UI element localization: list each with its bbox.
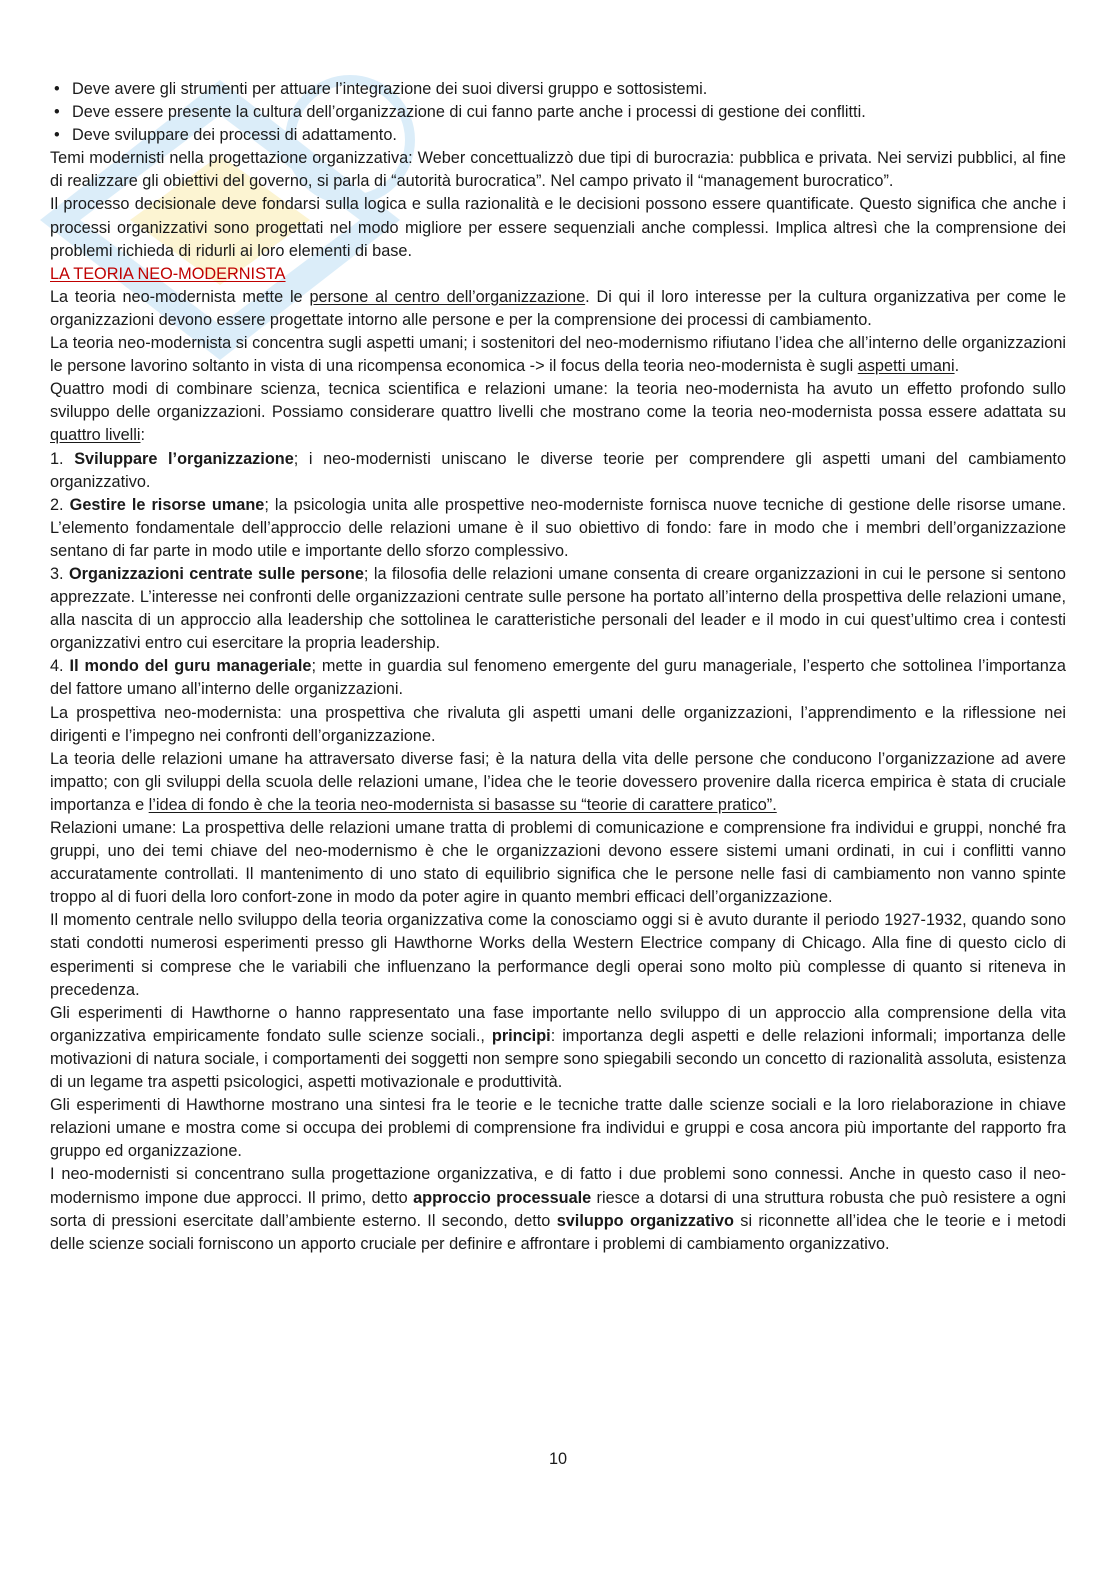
level-item: 2. Gestire le risorse umane; la psicologia unita alle prospettive neo-moderniste fornisca nuove tecniche di gestione delle risorse umane. L’elemento fondamentale dell’approccio delle relazioni umane è il suo obiettivo di fondo: fare in modo che i membri dell’organizzazione sentano di far parte in modo utile e importante dello sforzo complessivo. [50,495,1067,560]
paragraph-hawthorne-principi: Gli esperimenti di Hawthorne o hanno rappresentato una fase importante nello sviluppo di un approccio alla comprensione della vita organizzativa empiricamente fondato sulle scienze sociali., principi: importanza degli aspetti e delle relazioni informali; importanza delle motivazioni di natura sociale, i comportamenti dei soggetti non sempre sono spiegabili secondo un concetto di razionalità assoluta, esistenza di un legame tra aspetti psicologici, aspetti motivazionale e produttività. [50,1003,1066,1092]
paragraph-hawthorne-sintesi: Gli esperimenti di Hawthorne mostrano una sintesi fra le teorie e le tecniche tratte dalle scienze sociali e la loro rielaborazione in chiave relazioni umane e mostra come si occupa dei problemi di comprensione fra individui e gruppi e cosa ancora più importante del rapporto fra gruppo ed organizzazione. [50,1096,1066,1161]
page-number: 10 [548,1450,568,1468]
paragraph-momento-centrale: Il momento centrale nello sviluppo della teoria organizzativa come la conosciamo oggi si è avuto durante il periodo 1927-1932, quando sono stati condotti numerosi esperimenti presso gli Hawthorne Works della Western Electrice company di Chicago. Alla fine di questo ciclo di esperimenti si comprese che le variabili che influenzano la performance degli operai sono molto più complesse di quanto si riteneva in precedenza. [50,911,1066,999]
bullet-dot-icon: • [54,80,60,98]
bullet-item: • Deve sviluppare dei processi di adattamento. [50,124,1066,147]
paragraph-quattro-modi: Quattro modi di combinare scienza, tecnica scientifica e relazioni umane: la teoria neo-modernista ha avuto un effetto profondo sullo sviluppo delle organizzazioni. Possiamo considerare quattro livelli che mostrano come la teoria neo-modernista possa essere adattata su quattro livelli: [50,380,1066,445]
bullet-item: • Deve avere gli strumenti per attuare l’integrazione dei suoi diversi gruppo e sottosistemi. [50,78,1066,101]
document-page [50,78,1066,1256]
paragraph-neo-aspetti: La teoria neo-modernista si concentra sugli aspetti umani; i sostenitori del neo-modernismo rifiutano l’idea che all’interno delle organizzazioni le persone lavorino soltanto in vista di una ricompensa economica -> il focus della teoria neo-modernista è sugli aspetti umani. [50,334,1066,376]
bullet-dot-icon: • [54,103,60,122]
level-item: 3. Organizzazioni centrate sulle persone; la filosofia delle relazioni umane consenta di creare organizzazioni in cui le persone si sentono apprezzate. L’interesse nei confronti delle organizzazioni centrate sulle persone ha portato all’interno della prospettiva delle relazioni umane, alla nascita di un approccio alla leadership che sottolinea le caratteristiche personali del leader e il modo in cui quest’ultimo crea i contesti organizzativi entro cui esercitare la propria leadership. [50,564,1066,653]
paragraph-neo-intro: La teoria neo-modernista mette le persone al centro dell’organizzazione. Di qui il loro interesse per la cultura organizzativa per come le organizzazioni devono essere progettate intorno alle persone e per la comprensione dei processi di cambiamento. [50,287,1066,329]
paragraph-prospettiva: La prospettiva neo-modernista: una prospettiva che rivaluta gli aspetti umani delle organizzazioni, l’apprendimento e la riflessione nei dirigenti e l’impegno nei confronti dell’organizzazione. [50,703,1066,745]
paragraph-modernisti: Temi modernisti nella progettazione organizzativa: Weber concettualizzò due tipi di burocrazia: pubblica e privata. Nei servizi pubblici, al fine di realizzare gli obiettivi del governo, si parla di “autorità burocratica”. Nel campo privato il “management burocratico”. [50,149,1066,191]
paragraph-relazioni-umane: Relazioni umane: La prospettiva delle relazioni umane tratta di problemi di comunicazione e comprensione fra individui e gruppi, nonché fra gruppi, uno dei temi chiave del neo-modernismo è che le organizzazioni devono essere sistemi umani ordinati, in cui i conflitti vanno accuratamente controllati. Il mantenimento di uno stato di equilibrio significa che le persone nelle fasi di cambiamento non vanno spinte troppo al di fuori della loro confort-zone in modo da poter agire in quanto membri efficaci dell’organizzazione. [50,819,1066,907]
section-heading: LA TEORIA NEO-MODERNISTA [50,264,286,283]
bullet-dot-icon: • [54,126,60,145]
level-item: 4. Il mondo del guru manageriale; mette in guardia sul fenomeno emergente del guru manageriale, l’esperto che sottolinea l’importanza del fattore umano all’interno delle organizzazioni. [50,657,1066,699]
paragraph-approcci: I neo-modernisti si concentrano sulla progettazione organizzativa, e di fatto i due problemi sono connessi. Anche in questo caso il neo-modernismo impone due approcci. Il primo, detto approccio processuale riesce a dotarsi di una struttura robusta che può resistere a ogni sorta di pressioni esercitate dall’ambiente esterno. Il secondo, detto sviluppo organizzativo si riconnette all’idea che le teorie e i metodi delle scienze sociali forniscono un apporto cruciale per definire e affrontare i problemi di cambiamento organizzativo. [50,1165,1066,1253]
level-item: 1. Sviluppare l’organizzazione; i neo-modernisti uniscano le diverse teorie per comprendere gli aspetti umani del cambiamento organizzativo. [50,449,1067,491]
bullet-item: • Deve essere presente la cultura dell’organizzazione di cui fanno parte anche i processi di gestione dei conflitti. [50,101,1066,124]
paragraph-decisionale: Il processo decisionale deve fondarsi sulla logica e sulla razionalità e le decisioni possono essere quantificate. Questo significa che anche i processi organizzativi sono progettati nel modo migliore per essere sequenziali anche complessi. Implica altresì che la comprensione dei problemi richieda di ridurli ai loro elementi di base. [50,195,1066,260]
paragraph-relazioni-fasi: La teoria delle relazioni umane ha attraversato diverse fasi; è la natura della vita delle persone che conducono l’organizzazione ad avere impatto; con gli sviluppi della scuola delle relazioni umane, l’idea che le teorie dovessero provenire dalla ricerca empirica è stata di cruciale importanza e l’idea di fondo è che la teoria neo-modernista si basasse su “teorie di carattere pratico”. [50,749,1066,814]
